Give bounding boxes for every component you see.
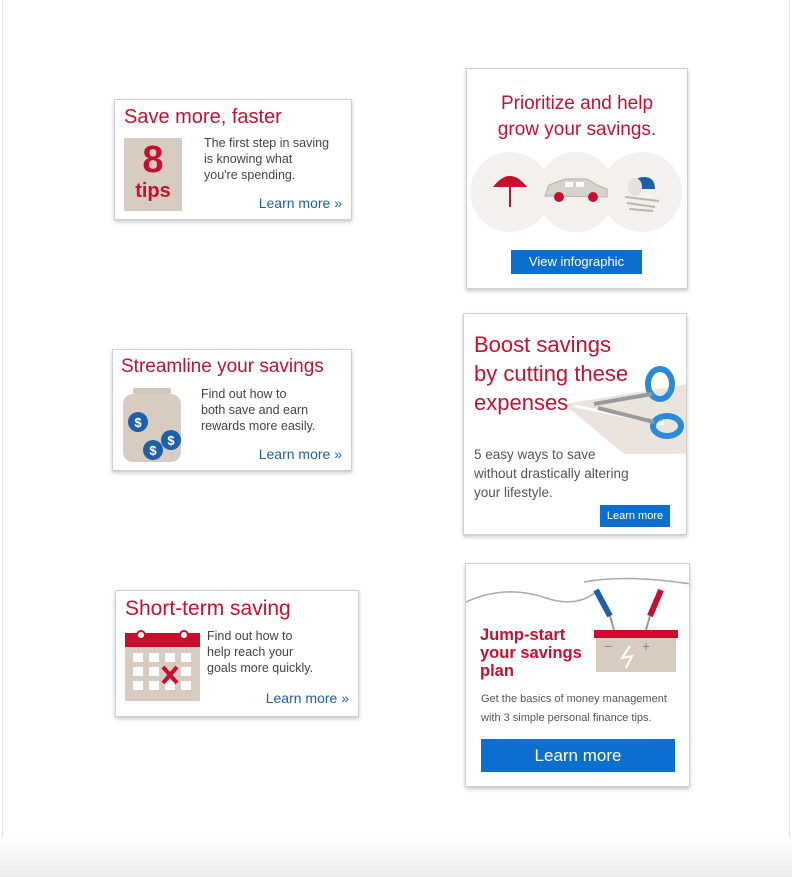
tips-number: 8 xyxy=(142,139,164,181)
ad-prioritize-title: Prioritize and help grow your savings. xyxy=(497,93,657,140)
ad-jumpstart[interactable] xyxy=(465,563,690,787)
ad-short-term[interactable] xyxy=(115,590,359,717)
calendar-icon xyxy=(125,629,200,701)
jumper-cable-blue xyxy=(596,590,614,630)
battery-plus-sign: + xyxy=(642,638,651,654)
ad-jumpstart-title: Jump-start your savings plan xyxy=(480,626,582,680)
ad-save-more-title: Save more, faster xyxy=(124,106,282,128)
ad-save-more[interactable] xyxy=(114,99,352,220)
jumper-cable-red xyxy=(646,590,661,630)
ad-save-more-learn-more-link[interactable]: Learn more » xyxy=(258,195,342,211)
right-frame-line xyxy=(789,0,790,877)
ad-streamline-body: Find out how to both save and earn rewards more easily. xyxy=(201,387,316,433)
tips-badge xyxy=(124,138,182,211)
ad-save-more-body: The first step in saving is knowing what you're spending. xyxy=(204,136,330,182)
ad-short-term-title: Short-term saving xyxy=(125,597,291,620)
bottom-fade xyxy=(0,837,792,877)
svg-text:$: $ xyxy=(134,415,142,430)
ad-jumpstart-learn-more-button[interactable]: Learn more xyxy=(481,739,675,772)
ad-jumpstart-body: Get the basics of money management with 3 simple personal finance tips. xyxy=(481,693,667,724)
jar-coins-icon xyxy=(121,388,183,464)
ad-boost-title: Boost savings by cutting these expenses xyxy=(474,332,629,415)
battery-minus-sign: − xyxy=(604,638,613,654)
ad-boost-learn-more-button[interactable]: Learn more xyxy=(600,505,670,527)
ad-streamline-learn-more-link[interactable]: Learn more » xyxy=(258,446,342,462)
ad-short-term-learn-more-link[interactable]: Learn more » xyxy=(265,690,349,706)
view-infographic-button[interactable]: View infographic xyxy=(511,250,642,274)
svg-text:$: $ xyxy=(167,433,175,448)
ad-streamline[interactable] xyxy=(112,349,352,471)
tips-label: tips xyxy=(135,180,171,202)
prioritize-illustration xyxy=(469,151,687,237)
svg-text:$: $ xyxy=(149,443,157,458)
ad-short-term-body: Find out how to help reach your goals more quickly. xyxy=(207,629,314,675)
left-frame-line xyxy=(2,0,3,877)
ad-boost-body: 5 easy ways to save without drastically altering your lifestyle. xyxy=(474,447,629,500)
ad-prioritize[interactable] xyxy=(466,68,688,289)
ad-boost-savings[interactable] xyxy=(463,313,687,535)
ad-streamline-title: Streamline your savings xyxy=(121,356,324,377)
